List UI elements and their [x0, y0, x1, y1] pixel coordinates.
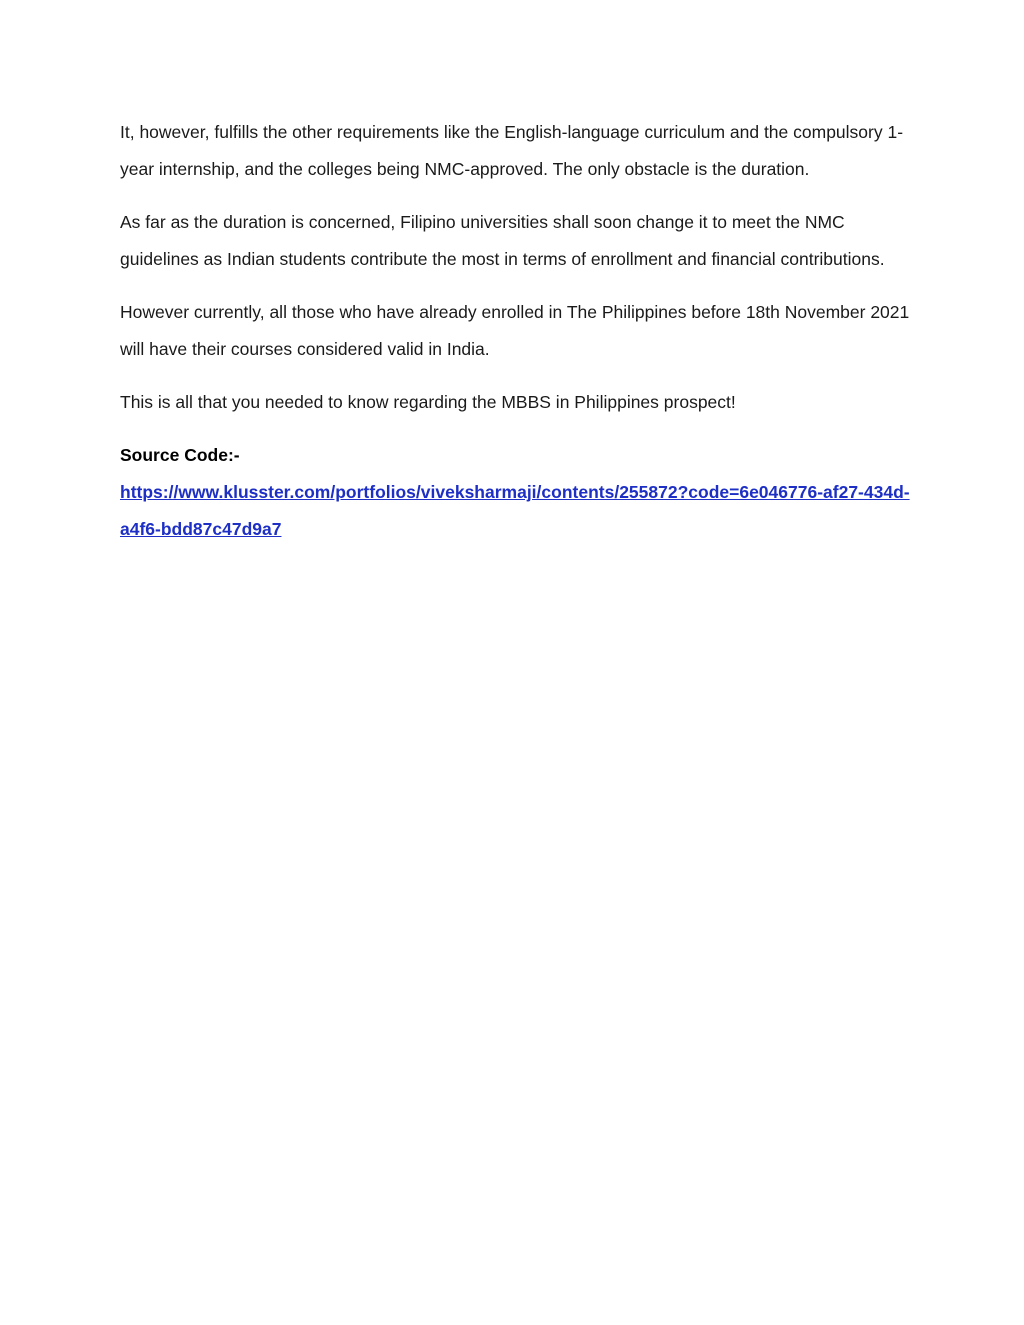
source-code-link[interactable]: https://www.klusster.com/portfolios/viveksharmaji/contents/255872?code=6e046776-af27-434d-a4f6-bdd87c47d9a7: [120, 482, 910, 539]
source-code-heading: Source Code:-: [120, 445, 240, 465]
document-body: [120, 114, 910, 548]
paragraph-requirements: It, however, fulfills the other requirements like the English-language curriculum and the compulsory 1-year internship, and the colleges being NMC-approved. The only obstacle is the duration.: [120, 122, 904, 179]
paragraph-conclusion: This is all that you needed to know regarding the MBBS in Philippines prospect!: [120, 392, 736, 412]
paragraph-duration: As far as the duration is concerned, Filipino universities shall soon change it to meet the NMC guidelines as Indian students contribute the most in terms of enrollment and financial contributions.: [120, 212, 885, 269]
paragraph-validity: However currently, all those who have already enrolled in The Philippines before 18th November 2021 will have their courses considered valid in India.: [120, 302, 910, 359]
